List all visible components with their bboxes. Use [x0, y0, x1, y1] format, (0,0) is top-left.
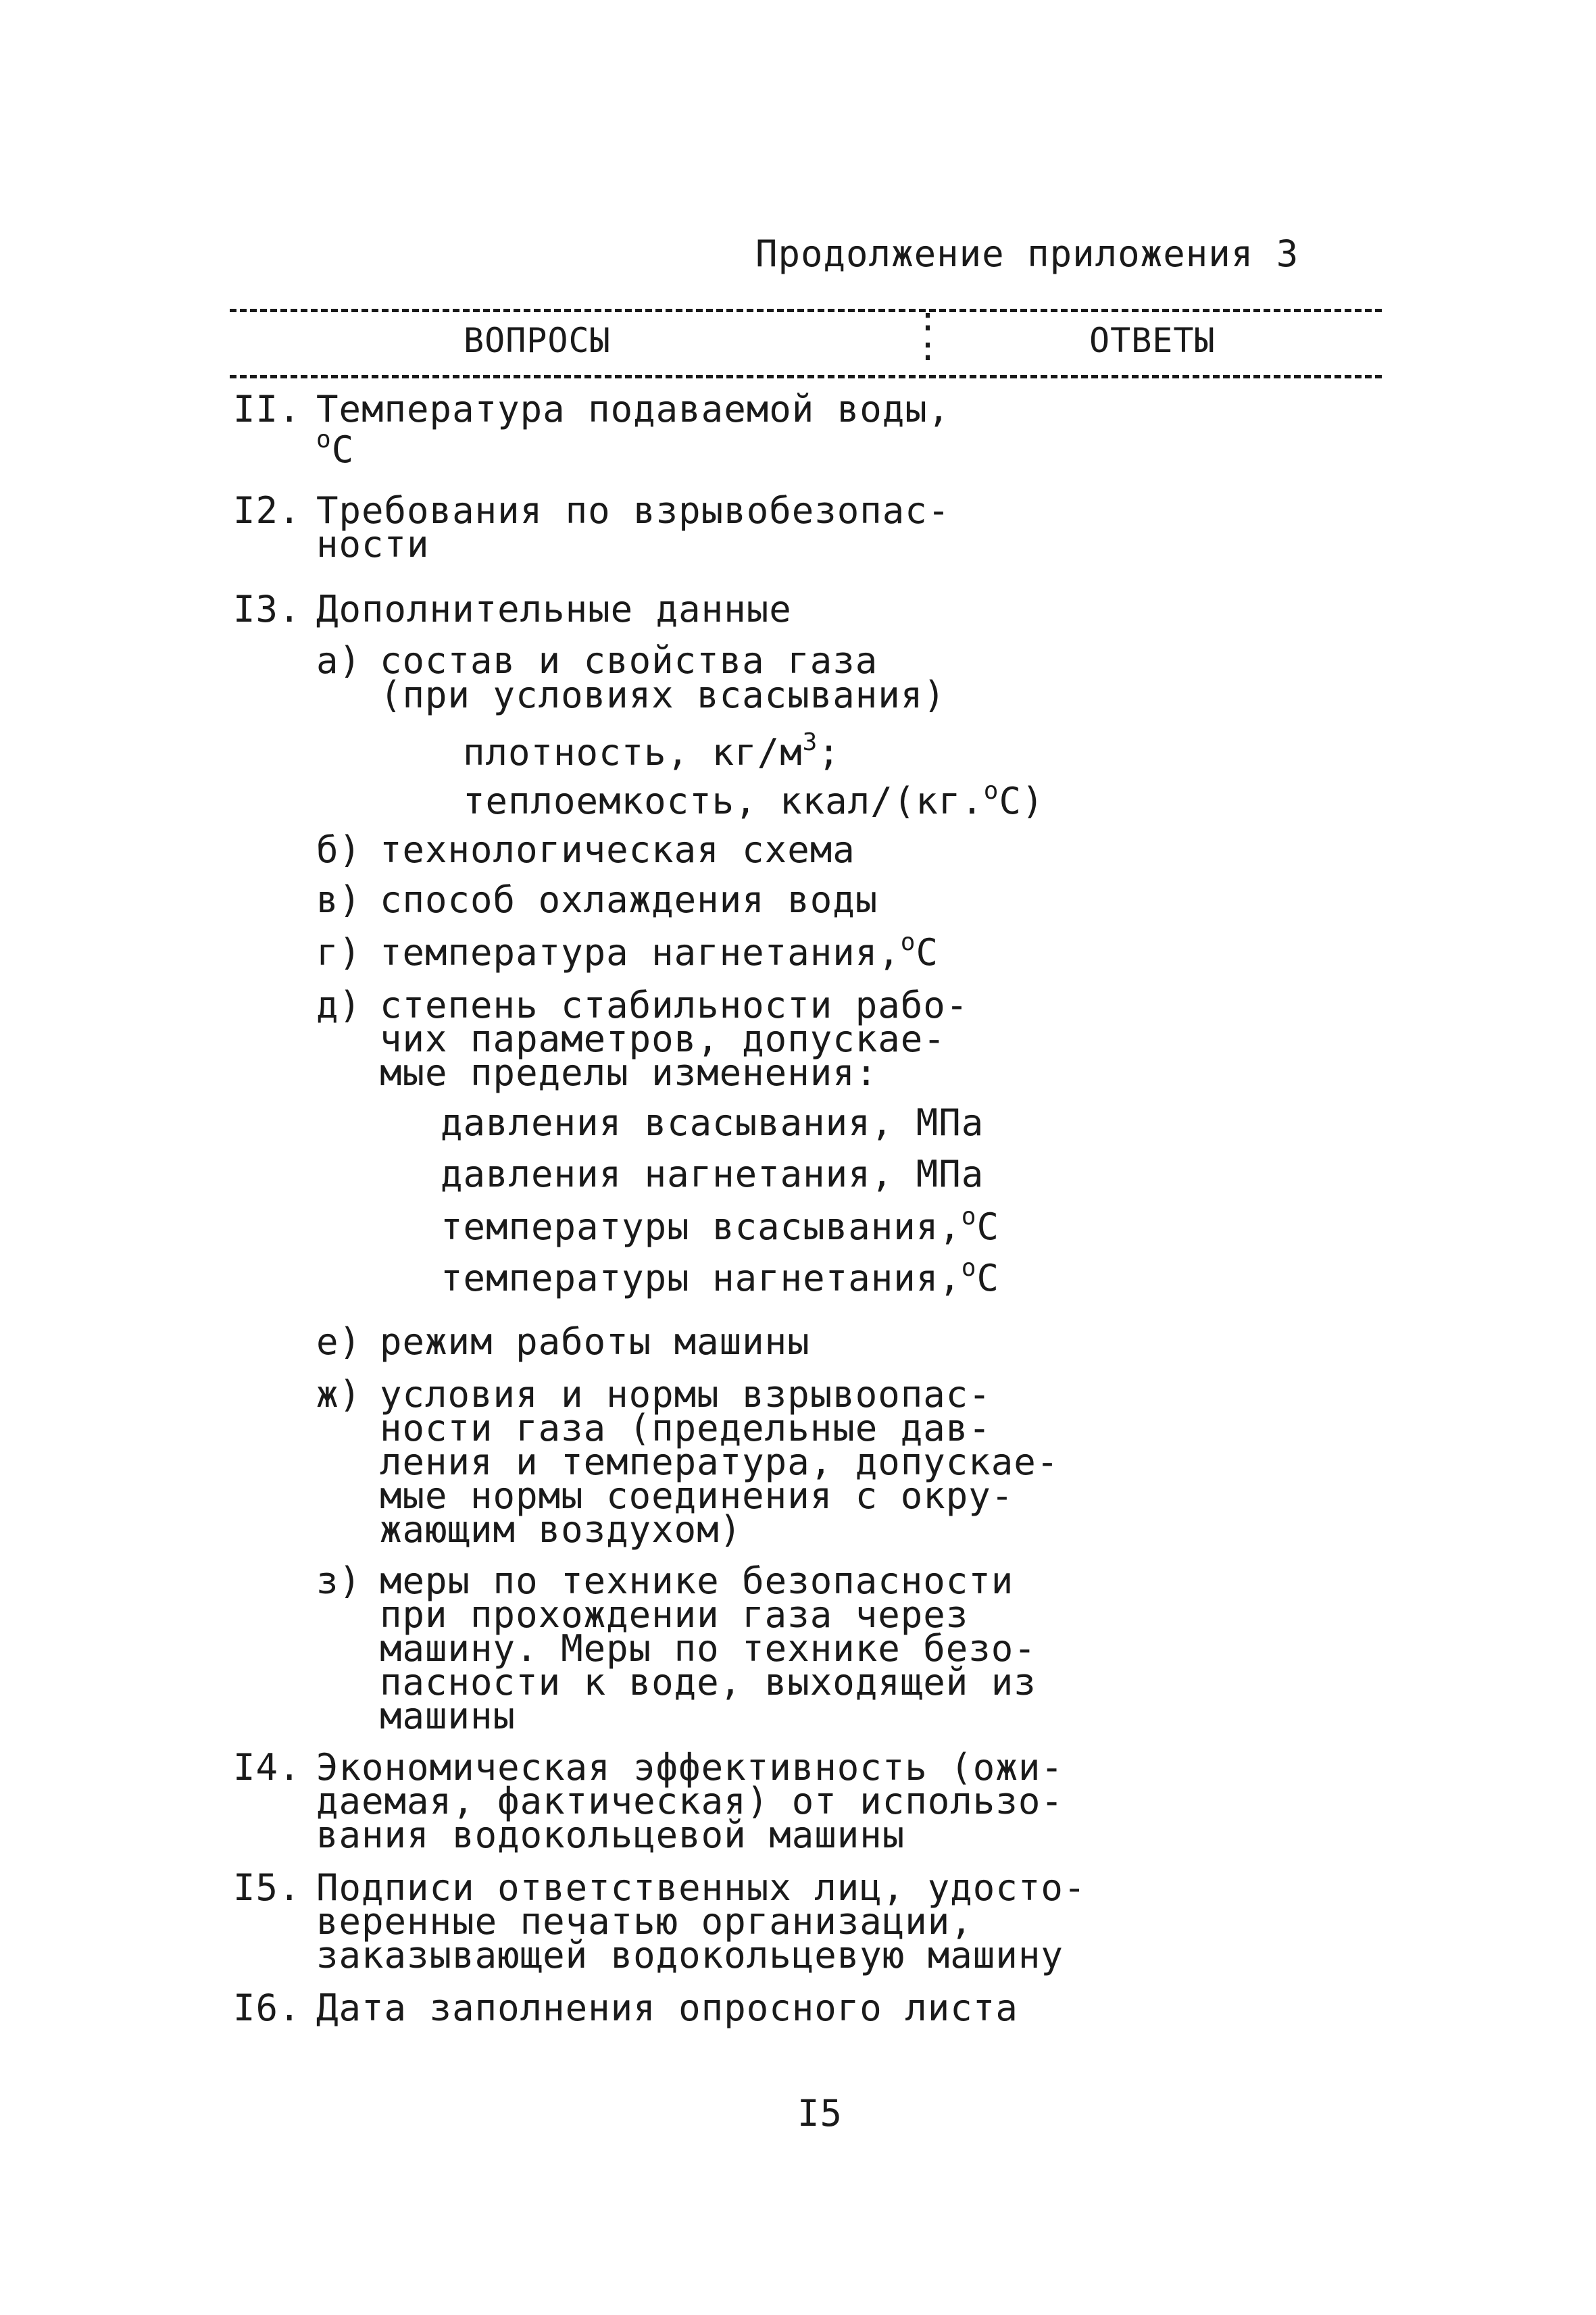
- item-16-number: I6.: [233, 1987, 301, 2029]
- item-13v-mark: в): [316, 878, 362, 921]
- item-13b-text: технологическая схема: [380, 828, 855, 871]
- item-13zh-line3: ления и температура, допускае-: [380, 1441, 1059, 1483]
- item-13zh-line5: жающим воздухом): [380, 1508, 743, 1551]
- questions-column-header: ВОПРОСЫ: [464, 321, 611, 360]
- item-13g-mark: г): [316, 931, 362, 974]
- item-13zh-line2: ности газа (предельные дав-: [380, 1407, 991, 1449]
- item-13z-line5: машины: [380, 1695, 516, 1737]
- item-13e-mark: е): [316, 1320, 362, 1363]
- item-13a-density: плотность, $кг/м^3$;: [463, 728, 841, 774]
- item-15-line1: Подписи ответственных лиц, удосто-: [316, 1866, 1087, 1909]
- item-13d-line3: мые пределы изменения:: [380, 1051, 878, 1094]
- item-12-line1: Требования по взрывобезопас-: [316, 489, 951, 532]
- item-12-number: I2.: [233, 489, 301, 532]
- page-number: I5: [797, 2092, 843, 2135]
- item-13d-suction-pressure: давления всасывания, МПа: [441, 1101, 984, 1144]
- item-13zh-line1: условия и нормы взрывоопас-: [380, 1373, 991, 1416]
- item-13d-mark: д): [316, 984, 362, 1026]
- item-13d-discharge-pressure: давления нагнетания, МПа: [441, 1153, 984, 1195]
- item-13-number: I3.: [233, 588, 301, 630]
- item-11-unit: $^о$С: [316, 426, 355, 471]
- item-13z-line3: машину. Меры по технике безо-: [380, 1627, 1037, 1670]
- item-13z-line1: меры по технике безопасности: [380, 1560, 1014, 1602]
- item-13d-suction-temperature: температуры всасывания,$^о$С: [441, 1203, 999, 1248]
- item-13a-line1: состав и свойства газа: [380, 639, 878, 682]
- item-14-number: I4.: [233, 1746, 301, 1789]
- item-13d-discharge-temperature: температуры нагнетания,$^о$С: [441, 1254, 999, 1299]
- column-separator-top: :: [918, 299, 939, 339]
- item-13a-mark: а): [316, 639, 362, 682]
- item-13d-line1: степень стабильности рабо-: [380, 984, 969, 1026]
- item-13g-text: температура нагнетания,$^о$С: [380, 928, 939, 974]
- item-13a-line2: (при условиях всасывания): [380, 674, 946, 716]
- continuation-header: Продолжение приложения 3: [755, 232, 1299, 275]
- answers-column-header: ОТВЕТЫ: [1089, 321, 1216, 360]
- item-15-number: I5.: [233, 1866, 301, 1909]
- item-13d-line2: чих параметров, допускае-: [380, 1018, 946, 1060]
- item-15-line3: заказывающей водокольцевую машину: [316, 1934, 1064, 1976]
- item-14-line1: Экономическая эффективность (ожи-: [316, 1746, 1064, 1789]
- item-13z-line2: при прохождении газа через: [380, 1593, 969, 1636]
- item-13a-heat-capacity: теплоемкость, ккал/(кг.$^о$С): [463, 777, 1045, 822]
- item-11-number: II.: [233, 388, 301, 430]
- item-11-text: Температура подаваемой воды,: [316, 388, 951, 430]
- item-13v-text: способ охлаждения воды: [380, 878, 878, 921]
- item-13b-mark: б): [316, 828, 362, 871]
- item-12-line2: ности: [316, 523, 430, 566]
- table-header-bottom-rule: [230, 375, 1382, 378]
- item-13z-mark: з): [316, 1560, 362, 1602]
- table-top-rule: [230, 309, 1382, 312]
- column-separator-bottom: :: [918, 329, 939, 368]
- item-13-title: Дополнительные данные: [316, 588, 792, 630]
- item-14-line3: вания водокольцевой машины: [316, 1814, 905, 1856]
- item-13e-text: режим работы машины: [380, 1320, 810, 1363]
- item-13zh-mark: ж): [316, 1373, 362, 1416]
- item-13zh-line4: мые нормы соединения с окру-: [380, 1474, 1014, 1517]
- item-15-line2: веренные печатью организации,: [316, 1900, 973, 1943]
- item-14-line2: даемая, фактическая) от использо-: [316, 1780, 1064, 1822]
- item-16-text: Дата заполнения опросного листа: [316, 1987, 1018, 2029]
- item-13z-line4: пасности к воде, выходящей из: [380, 1661, 1037, 1703]
